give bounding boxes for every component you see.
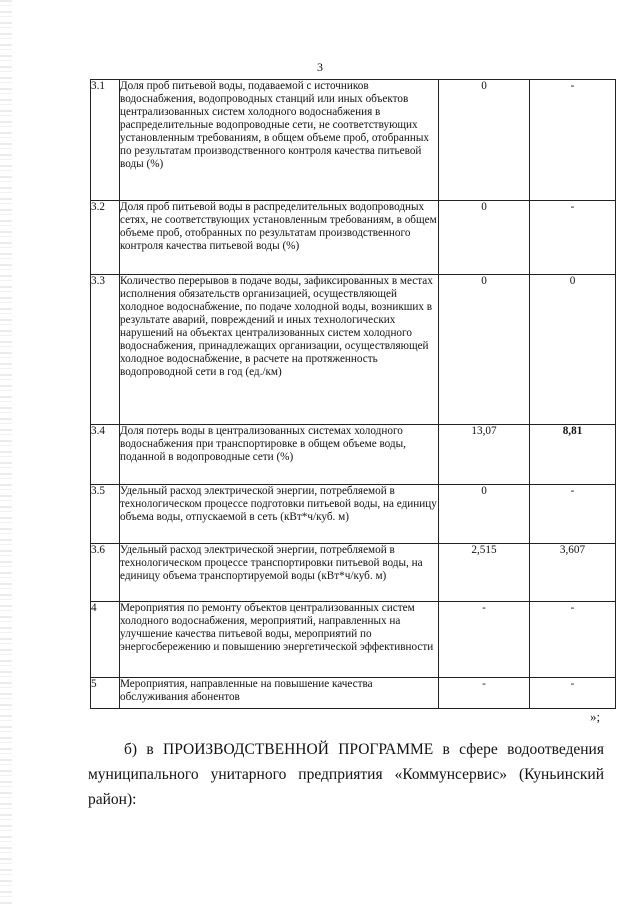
row-number: 3.1 [91,80,120,201]
row-value-1: 0 [439,485,530,544]
table-row [91,425,616,485]
row-number: 3.5 [91,485,120,544]
page-number: 3 [317,60,323,74]
row-description: Доля проб питьевой воды, подаваемой с источников водоснабжения, водопроводных станций или иных объектов централизованных систем холодного водоснабжения в распределительные водопроводные сети, не соответствующих установленным требованиям, в общем объеме проб, отобранных по результатам производственного контроля качества питьевой воды (%) [120,80,439,201]
paragraph [88,737,604,812]
row-value-2: - [530,485,616,544]
table-row [91,80,616,201]
row-description: Доля проб питьевой воды в распределительных водопроводных сетях, не соответствующих установленным требованиям, в общем объеме проб, отобранных по результатам производственного контроля качества питьевой воды (%) [120,201,439,275]
table-row [91,275,616,425]
row-value-2: 3,607 [530,544,616,602]
row-value-1: 0 [439,275,530,425]
row-value-2: 0 [530,275,616,425]
indicators-table [90,79,616,709]
row-value-1: 2,515 [439,544,530,602]
row-number: 4 [91,602,120,678]
row-value-1: 0 [439,201,530,275]
table-row [91,602,616,678]
table-row [91,678,616,709]
row-description: Мероприятия, направленные на повышение качества обслуживания абонентов [120,678,439,709]
row-description: Удельный расход электрической энергии, потребляемой в технологическом процессе транспортировки питьевой воды, на единицу объема транспортируемой воды (кВт*ч/куб. м) [120,544,439,602]
row-value-2: 8,81 [530,425,616,485]
row-number: 5 [91,678,120,709]
paragraph-line: район): [88,791,137,808]
table-row [91,201,616,275]
row-value-2: - [530,602,616,678]
table-row [91,544,616,602]
table-row [91,485,616,544]
row-value-2: - [530,201,616,275]
row-value-1: 0 [439,80,530,201]
row-value-2: - [530,80,616,201]
row-value-1: 13,07 [439,425,530,485]
row-number: 3.6 [91,544,120,602]
row-value-1: - [439,602,530,678]
scan-edge [0,0,12,905]
row-number: 3.4 [91,425,120,485]
paragraph-line: муниципального унитарного предприятия «Коммунсервис» (Куньинский [88,766,604,783]
closing-quote: »; [590,709,601,724]
paragraph-line: б) в ПРОИЗВОДСТВЕННОЙ ПРОГРАММЕ в сфере водоотведения [124,741,604,758]
row-number: 3.3 [91,275,120,425]
row-value-2: - [530,678,616,709]
row-description: Количество перерывов в подаче воды, зафиксированных в местах исполнения обязательств организацией, осуществляющей холодное водоснабжение, по подаче холодной воды, возникших в результате аварий, повреждений и иных технологических нарушений на объектах централизованных систем холодного водоснабжения, принадлежащих организации, осуществляющей холодное водоснабжение, в расчете на протяженность водопроводной сети в год (ед./км) [120,275,439,425]
row-description: Доля потерь воды в централизованных системах холодного водоснабжения при транспортировке в общем объеме воды, поданной в водопроводные сети (%) [120,425,439,485]
row-number: 3.2 [91,201,120,275]
row-value-1: - [439,678,530,709]
row-description: Мероприятия по ремонту объектов централизованных систем холодного водоснабжения, мероприятий, направленных на улучшение качества питьевой воды, мероприятий по энергосбережению и повышению энергетической эффективности [120,602,439,678]
row-description: Удельный расход электрической энергии, потребляемой в технологическом процессе подготовки питьевой воды, на единицу объема воды, отпускаемой в сеть (кВт*ч/куб. м) [120,485,439,544]
